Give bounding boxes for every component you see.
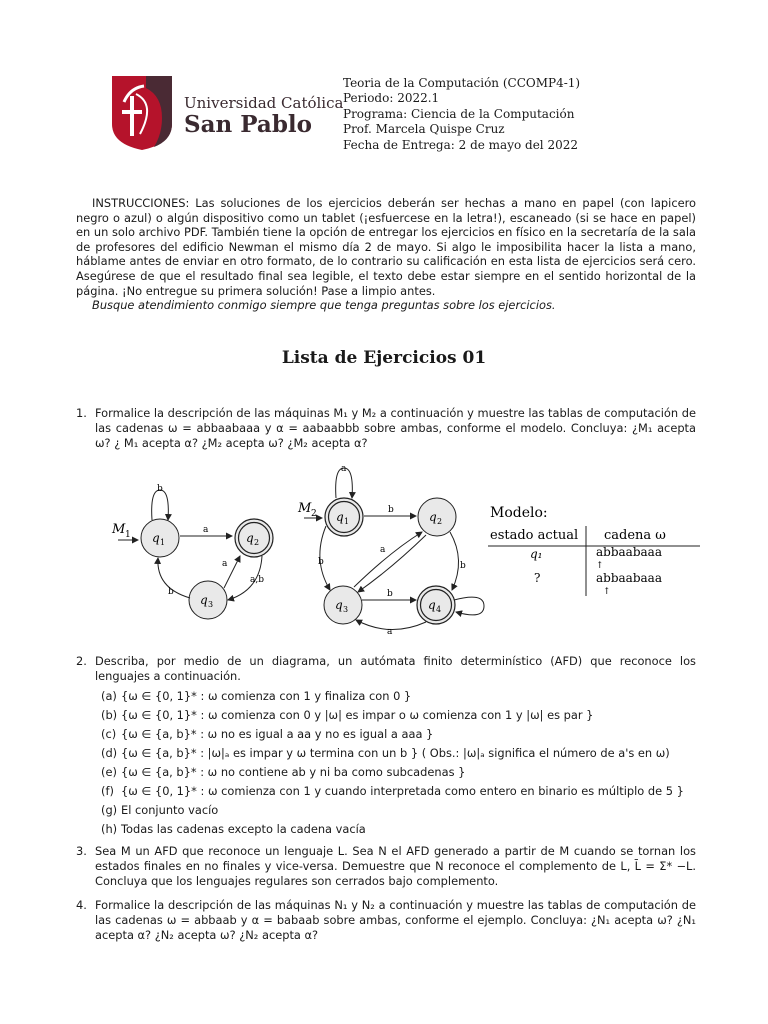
list-item: (h) Todas las cadenas excepto la cadena vacía (101, 821, 366, 836)
instructions-note: Busque atendimiento conmigo siempre que tenga preguntas sobre los ejercicios. (92, 298, 556, 313)
course-name: Teoria de la Computación (CCOMP4-1) (343, 76, 581, 90)
instructions-text: INSTRUCCIONES: Las soluciones de los ejercicios deberán ser hechas a mano en papel (con lapicero negro o azul) o algún dispositivo como un tablet (¡esfuercese en la letra!), escaneado (si se hace en papel) en un solo archivo PDF. También tiene la opción de entregar los ejercicios en físico en la secretaría de la sala de profesores del edificio Newman el mismo día 2 de mayo. Si algo le imposibilita hacer la lista a mano, háblame antes de enviar en otro formato, de lo contrario su calificación en esta lista de ejercicios será cero. Asegúrese de que el resultado final sea legible, el texto debe estar siempre en el sentido horizontal de la página. ¡No entregue su primera solución! Pase a limpio antes. (76, 196, 696, 298)
model-title: Modelo: (490, 505, 548, 521)
exercise-number: 1. (76, 406, 87, 420)
m1-label-sub: 1 (125, 530, 131, 540)
logo-line1: Universidad Católica (184, 94, 344, 112)
m1-edge-a-q3q2: a (222, 559, 228, 569)
exercise-4 (76, 898, 696, 942)
m2-q1-sub: 1 (344, 517, 350, 526)
list-item: (g) El conjunto vacío (101, 802, 219, 817)
list-item: (e) {ω ∈ {a, b}* : ω no contiene ab y ni ba como subcadenas } (101, 764, 466, 779)
logo-line2: San Pablo (184, 111, 312, 138)
exercise-number: 3. (76, 844, 87, 858)
m1-edge-a-q1q2: a (203, 525, 209, 535)
machine-m1 (111, 484, 273, 619)
exercise-text: Sea M un AFD que reconoce un lenguaje L. Sea N el AFD generado a partir de M cuando se tornan los estados finales en no finales y vice-versa. Demuestre que N reconoce el complemento de L, L̄ = Σ* −L. Concluya que los lenguajes regulares son cerrados bajo complemento. (95, 844, 696, 888)
exercise-number: 2. (76, 654, 87, 668)
model-row1-state: q₁ (530, 547, 543, 561)
m2-q3-sub: 3 (343, 605, 349, 614)
m1-edge-b-q3q1: b (168, 587, 174, 597)
course-due-date: Fecha de Entrega: 2 de mayo del 2022 (343, 137, 579, 152)
m2-edge-a-diag: a (380, 545, 386, 555)
list-item: (f) {ω ∈ {0, 1}* : ω comienza con 1 y cuando interpretada como entero en binario es múltiplo de 5 } (101, 783, 684, 798)
m1-q1-sub: 1 (160, 538, 166, 547)
exercise-number: 4. (76, 898, 87, 912)
exercise-3 (76, 844, 696, 888)
exercise-1 (76, 406, 696, 450)
m2-q2-sub: 2 (437, 517, 443, 526)
m2-edge-b-q2q4: b (460, 561, 466, 571)
m2-label-sub: 2 (311, 509, 317, 519)
model-col1: estado actual (490, 528, 579, 543)
course-info (343, 76, 580, 153)
m2-edge-a-q4q3: a (387, 627, 393, 637)
exercise-2 (76, 654, 696, 841)
university-logo (110, 74, 344, 150)
course-program: Programa: Ciencia de la Computación (343, 106, 575, 121)
svg-text:q: q (152, 531, 160, 545)
model-row2-arrow: ↑ (603, 587, 611, 597)
list-item: (d) {ω ∈ {a, b}* : |ω|ₐ es impar y ω termina con un b } ( Obs.: |ω|ₐ significa el número de a's en ω) (101, 745, 670, 760)
instructions (76, 196, 696, 313)
m1-label: M (112, 522, 126, 537)
m2-label: M (298, 501, 312, 516)
course-professor: Prof. Marcela Quispe Cruz (343, 122, 505, 137)
m1-q2-sub: 2 (254, 538, 260, 547)
m1-edge-ab-q2q3: a,b (250, 575, 264, 585)
logo-emblem-icon (110, 74, 344, 150)
svg-text:q: q (429, 510, 437, 524)
list-item: (b) {ω ∈ {0, 1}* : ω comienza con 0 y |ω| es impar o ω comienza con 1 y |ω| es par } (101, 707, 594, 722)
m2-edge-b-q3q4: b (387, 589, 393, 599)
model-col2: cadena ω (604, 528, 666, 543)
exercise-text: Describa, por medio de un diagrama, un autómata finito determinístico (AFD) que reconoce los lenguajes a continuación. (95, 654, 696, 683)
m2-edge-a-loop: a (341, 464, 347, 474)
model-row2-string: abbaabaaa (596, 571, 662, 585)
svg-text:q: q (428, 598, 436, 612)
svg-text:q: q (246, 531, 254, 545)
svg-text:q: q (336, 510, 344, 524)
list-item: (a) {ω ∈ {0, 1}* : ω comienza con 1 y finaliza con 0 } (101, 688, 412, 703)
exercise-text: Formalice la descripción de las máquinas M₁ y M₂ a continuación y muestre las tablas de computación de las cadenas ω = abbaabaaa y α = aabaabbb sobre ambas, conforme el modelo. Concluya: ¿M₁ acepta ω? ¿ M₁ acepta α? ¿M₂ acepta ω? ¿M₂ acepta α? (95, 406, 696, 450)
m2-edge-b-q1q3: b (318, 557, 324, 567)
model-row2-state: ? (534, 571, 541, 585)
m2-edge-b-q1q2: b (388, 505, 394, 515)
svg-text:q: q (335, 598, 343, 612)
course-period: Periodo: 2022.1 (343, 91, 440, 106)
m1-edge-b-loop: b (157, 484, 163, 494)
m1-q3-sub: 3 (208, 600, 214, 609)
svg-text:q: q (200, 593, 208, 607)
list-item: (c) {ω ∈ {a, b}* : ω no es igual a aa y no es igual a aaa } (101, 726, 434, 741)
m2-q4-sub: 4 (436, 605, 442, 614)
page-title: Lista de Ejercicios 01 (281, 348, 487, 368)
model-row1-string: abbaabaaa (596, 545, 662, 559)
exercise-text: Formalice la descripción de las máquinas N₁ y N₂ a continuación y muestre las tablas de computación de las cadenas ω = abbaab y α = babaab sobre ambas, conforme el ejemplo. Concluya: ¿N₁ acepta ω? ¿N₁ acepta α? ¿N₂ acepta ω? ¿N₂ acepta α? (95, 898, 696, 942)
machine-m2 (297, 464, 484, 637)
model-row1-arrow: ↑ (596, 561, 604, 571)
model-table (488, 505, 700, 597)
exercise-2-items (76, 689, 696, 841)
automata-diagrams (100, 460, 700, 640)
